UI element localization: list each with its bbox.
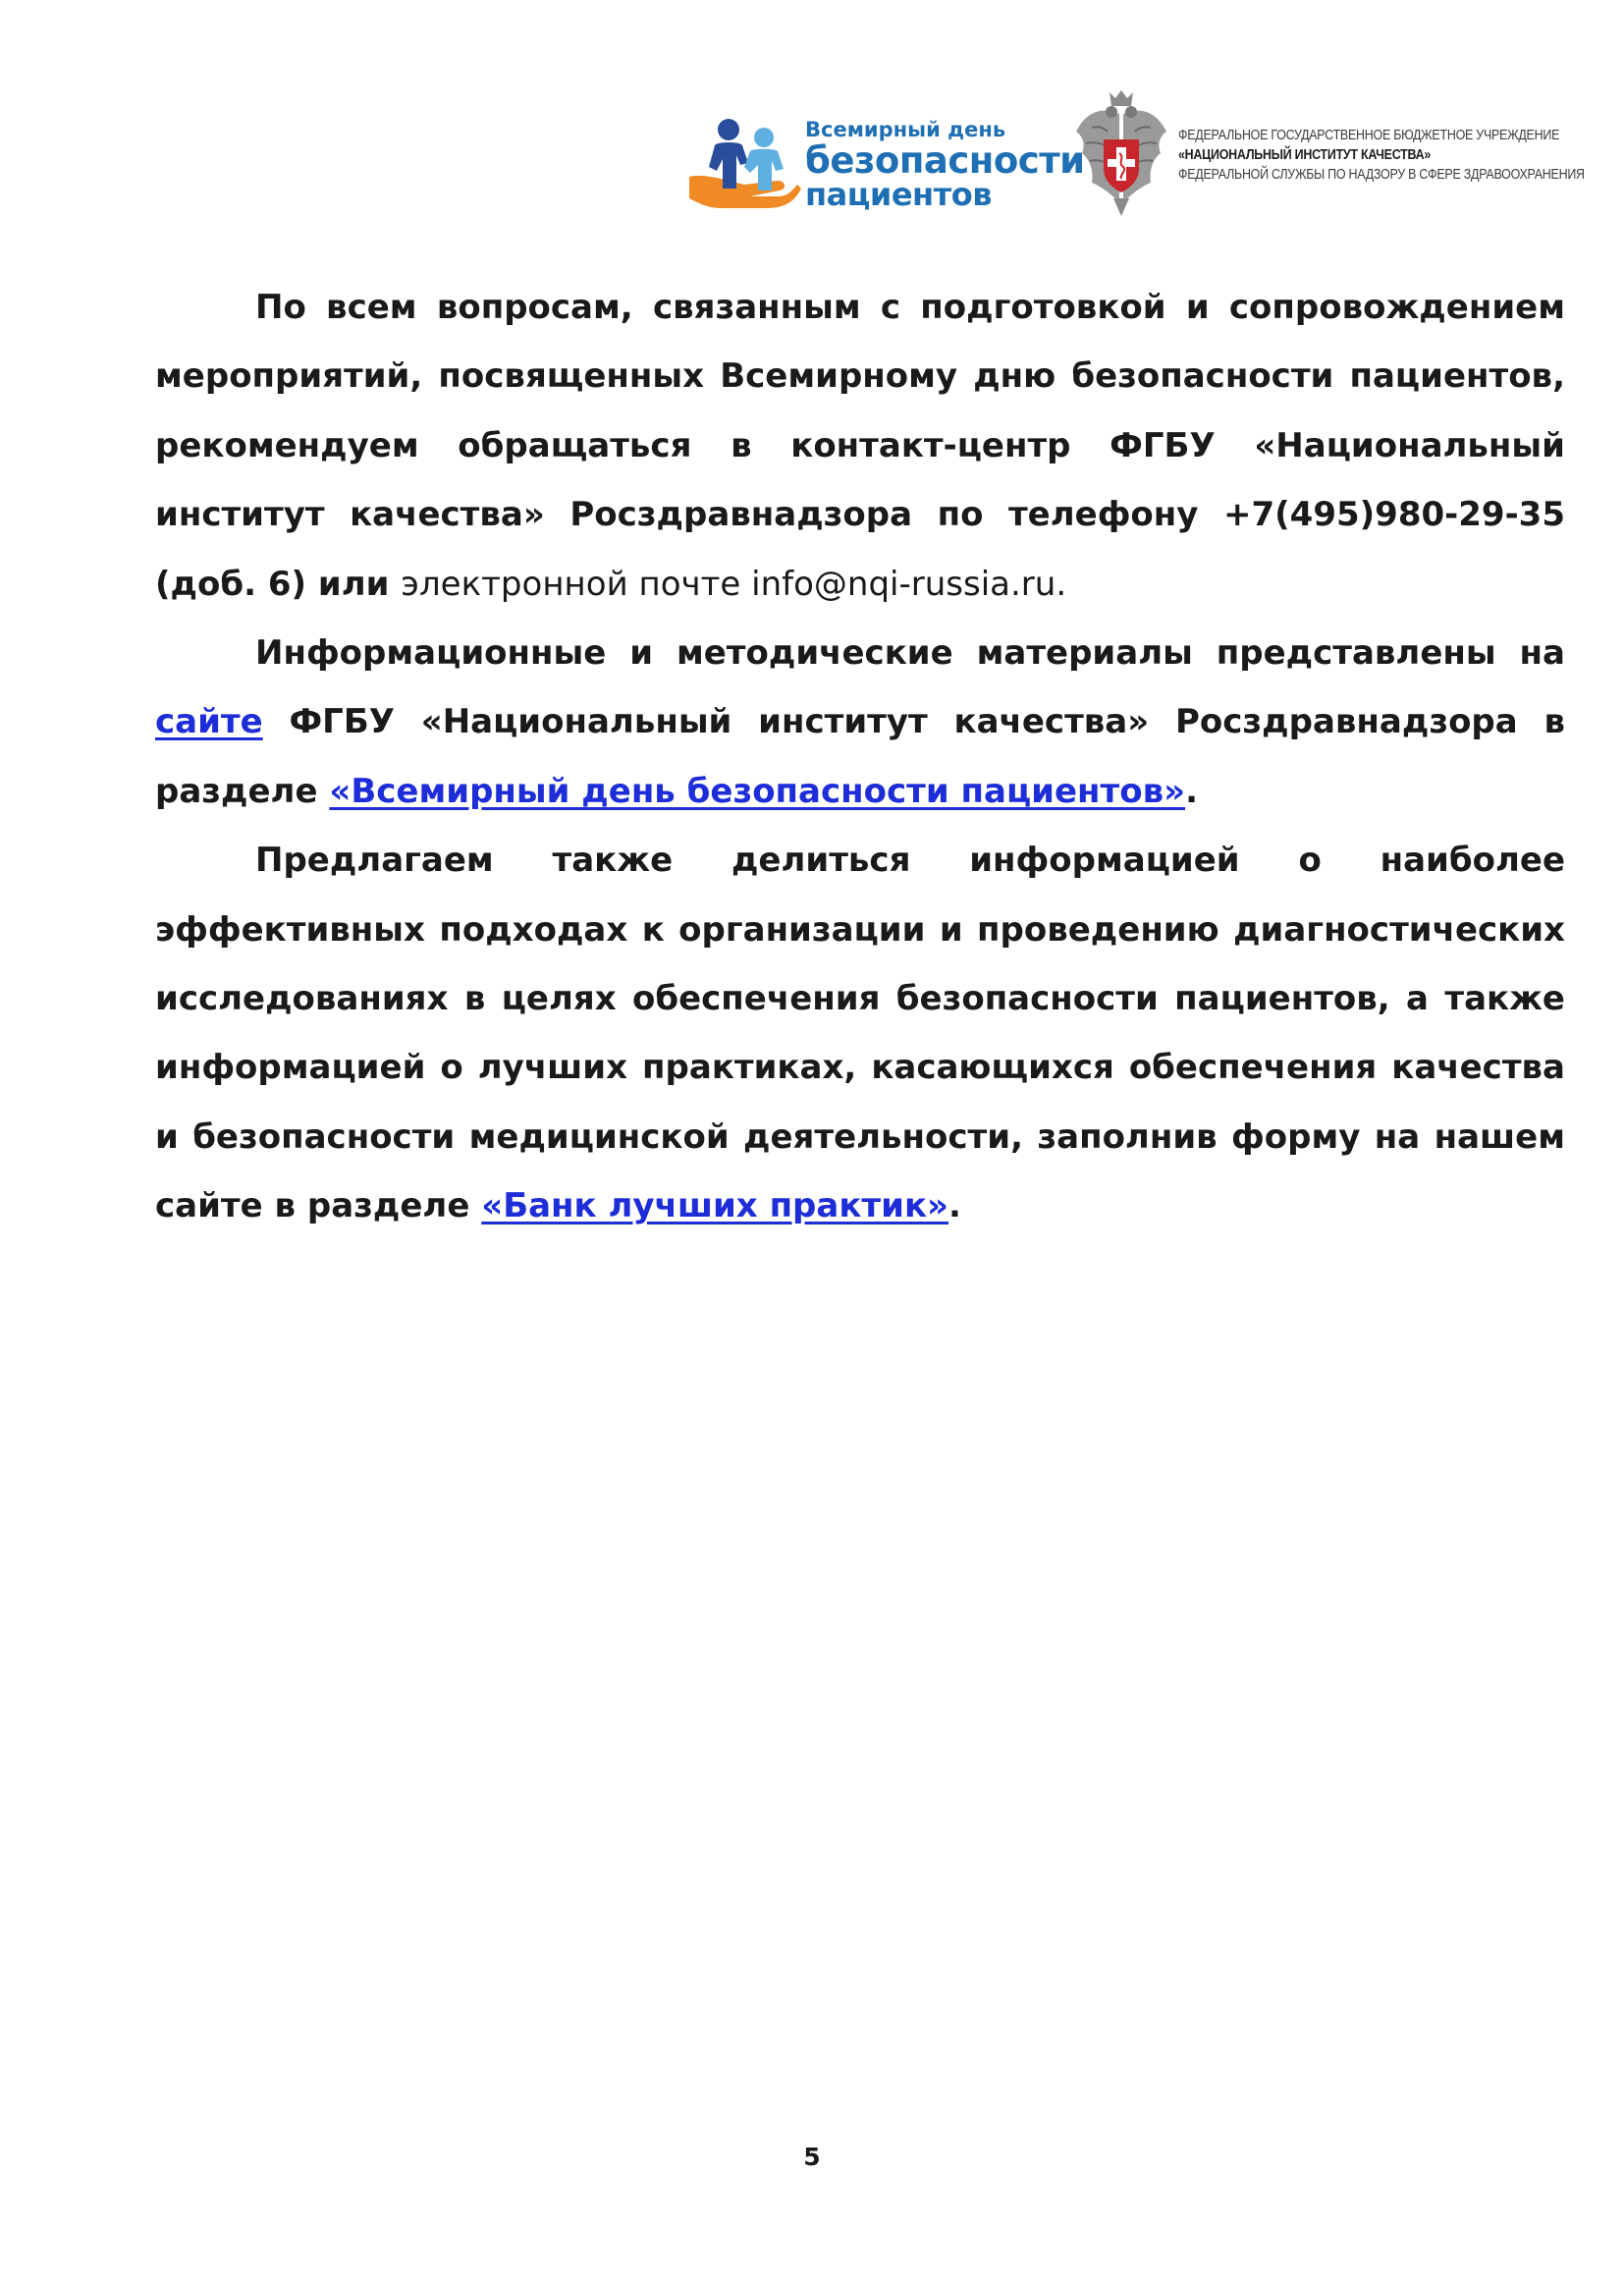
paragraph-materials-text1: Информационные и методические материалы представлены на [255,633,1565,674]
nqi-logo-line2: «НАЦИОНАЛЬНЫЙ ИНСТИТУТ КАЧЕСТВА» [1178,147,1432,163]
wsd-logo-text [805,118,1085,213]
wsd-logo-line1: Всемирный день [805,118,1006,141]
people-hand-icon [687,116,803,214]
paragraph-practices [155,826,1565,1240]
paragraph-practices-end: . [948,1186,961,1226]
paragraph-materials-text2: ФГБУ «Национальный институт качества» Росздравнадзора в разделе [155,702,1565,811]
page-number: 5 [803,2143,821,2171]
patient-safety-day-section-link[interactable]: «Всемирный день безопасности пациентов» [329,771,1186,811]
document-body [155,273,1565,1241]
wsd-logo-line3: пациентов [805,176,992,213]
paragraph-practices-text: Предлагаем также делиться информацией о наиболее эффективных подходах к организации и проведению диагностических исследованиях в целях обеспечения безопасности пациентов, а также информацией о лучших практиках, касающихся обеспечения качества и безопасности медицинской деятельности, заполнив форму на нашем сайте в разделе [155,841,1565,1226]
nqi-logo-text [1178,126,1585,185]
best-practices-bank-link[interactable]: «Банк лучших практик» [481,1186,948,1226]
coat-of-arms-icon [1072,88,1170,220]
world-patient-safety-day-logo [687,116,1085,214]
nqi-logo [1072,88,1602,226]
paragraph-materials [155,619,1565,826]
nqi-logo-line3: ФЕДЕРАЛЬНОЙ СЛУЖБЫ ПО НАДЗОРУ В СФЕРЕ ЗДРАВООХРАНЕНИЯ [1178,167,1585,183]
paragraph-contact-email: электронной почте info@nqi-russia.ru. [401,564,1067,604]
site-link[interactable]: сайте [155,702,263,742]
paragraph-contact-bold: По всем вопросам, связанным с подготовкой и сопровождением мероприятий, посвященных Всемирному дню безопасности пациентов, рекомендуем обращаться в контакт-центр ФГБУ «Национальный институт качества» Росздравнадзора по телефону +7(495)980-29-35 (доб. 6) или [155,288,1565,604]
paragraph-contact [155,273,1565,619]
wsd-logo-line2: безопасности [805,139,1085,182]
nqi-logo-line1: ФЕДЕРАЛЬНОЕ ГОСУДАРСТВЕННОЕ БЮДЖЕТНОЕ УЧРЕЖДЕНИЕ [1178,128,1560,143]
paragraph-materials-end: . [1185,771,1198,811]
